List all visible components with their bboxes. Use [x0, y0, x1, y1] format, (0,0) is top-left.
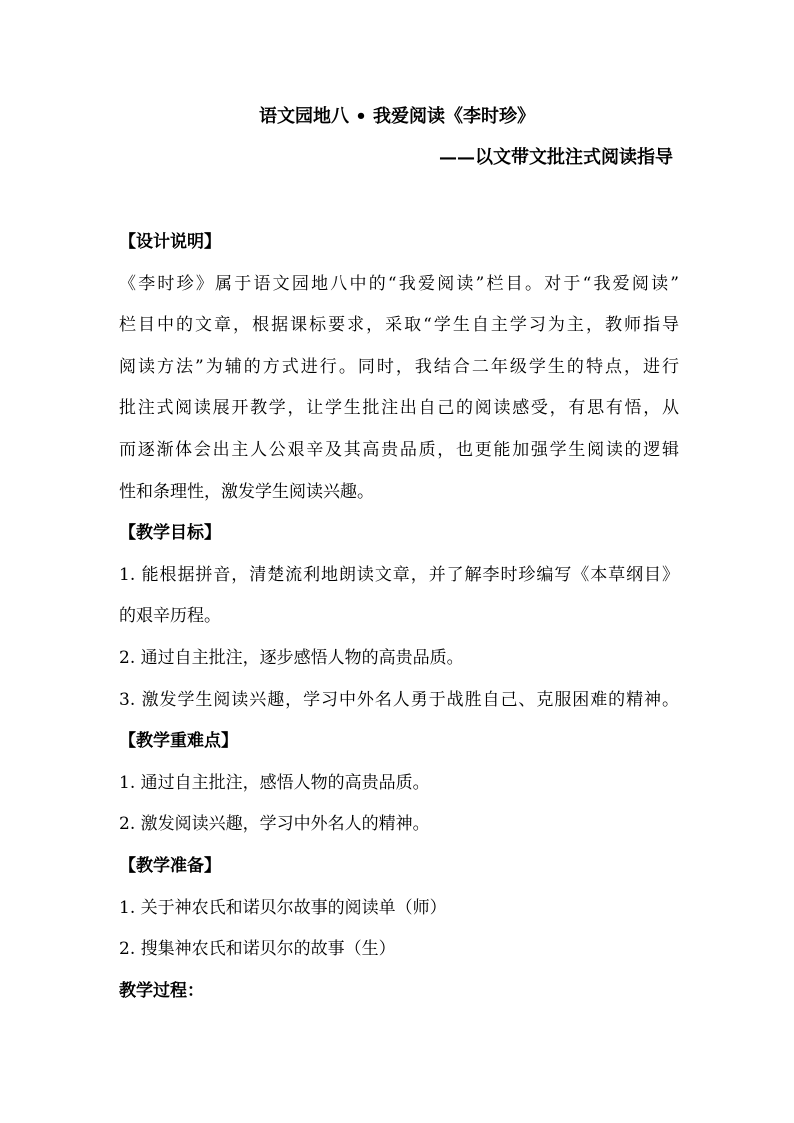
list-item: 1. 能根据拼音，清楚流利地朗读文章，并了解李时珍编写《本草纲目》 [119, 565, 679, 585]
paragraph-line: 而逐渐体会出主人公艰辛及其高贵品质，也更能加强学生阅读的逻辑 [119, 440, 679, 460]
list-item: 3. 激发学生阅读兴趣，学习中外名人勇于战胜自己、克服困难的精神。 [119, 690, 679, 710]
process-heading: 教学过程： [119, 981, 204, 1001]
list-item: 1. 通过自主批注，感悟人物的高贵品质。 [119, 773, 430, 793]
section-heading-goals: 【教学目标】 [119, 523, 221, 543]
list-item: 2. 搜集神农氏和诺贝尔的故事（生） [119, 939, 396, 959]
list-item: 2. 激发阅读兴趣，学习中外名人的精神。 [119, 814, 430, 834]
section-heading-design: 【设计说明】 [119, 232, 221, 252]
paragraph-line: 阅读方法”为辅的方式进行。同时，我结合二年级学生的特点，进行 [119, 357, 679, 377]
list-item: 2. 通过自主批注，逐步感悟人物的高贵品质。 [119, 648, 464, 668]
paragraph-line: 性和条理性，激发学生阅读兴趣。 [119, 482, 374, 502]
document-title: 语文园地八 • 我爱阅读《李时珍》 [258, 106, 536, 127]
section-heading-preparation: 【教学准备】 [119, 856, 221, 876]
list-item: 1. 关于神农氏和诺贝尔故事的阅读单（师） [119, 898, 447, 918]
section-heading-key-points: 【教学重难点】 [119, 731, 238, 751]
paragraph-line: 批注式阅读展开教学，让学生批注出自己的阅读感受，有思有悟，从 [119, 398, 679, 418]
list-item-continuation: 的艰辛历程。 [119, 606, 221, 626]
paragraph-line: 栏目中的文章，根据课标要求，采取“学生自主学习为主，教师指导 [119, 315, 679, 335]
paragraph-line: 《李时珍》属于语文园地八中的“我爱阅读”栏目。对于“我爱阅读” [119, 274, 679, 294]
document-subtitle: ——以文带文批注式阅读指导 [439, 147, 673, 168]
